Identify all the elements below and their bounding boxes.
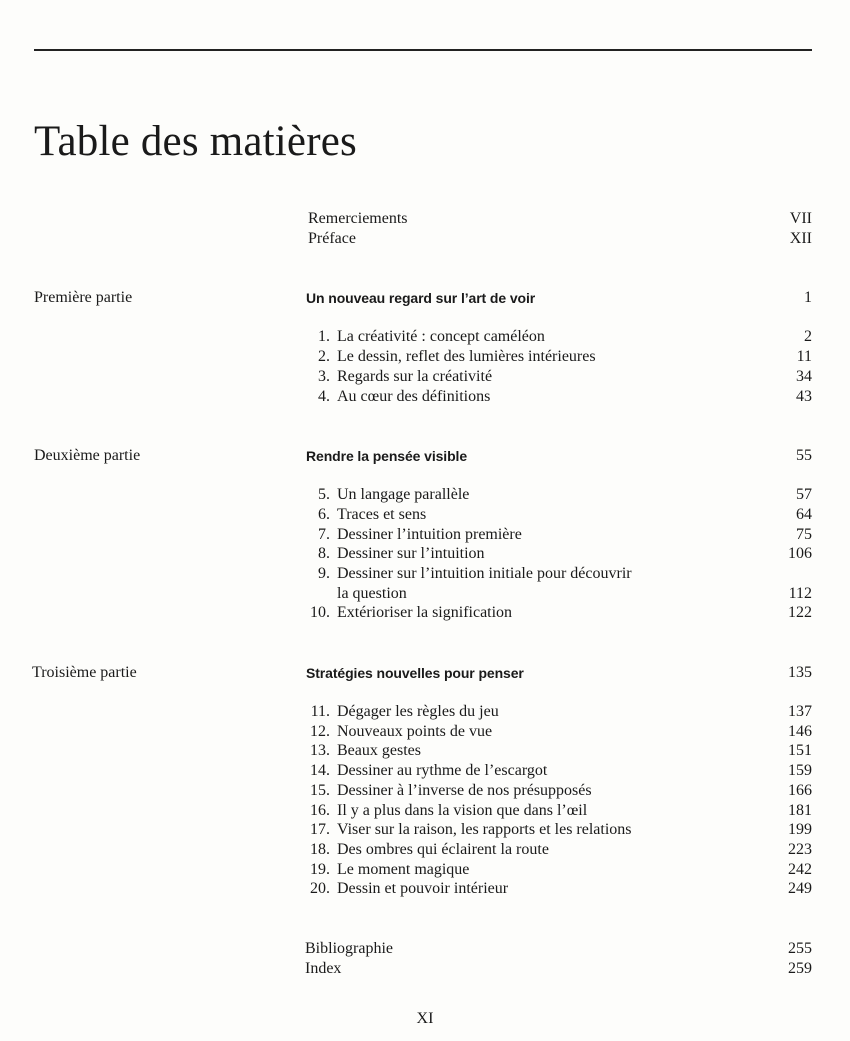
chapter-title: Dessiner sur l’intuition initiale pour découvrir xyxy=(337,565,632,582)
toc-entry xyxy=(0,959,850,979)
chapter-number: 16. xyxy=(310,802,330,819)
chapter-entry xyxy=(0,722,850,742)
chapter-title-continuation: la question xyxy=(337,585,407,602)
chapter-title: Traces et sens xyxy=(337,506,427,523)
page-number: 122 xyxy=(788,604,812,621)
chapter-entry xyxy=(0,741,850,761)
chapter-number: 15. xyxy=(310,782,330,799)
chapter-entry xyxy=(0,347,850,367)
chapter-number: 4. xyxy=(318,388,330,405)
page-number: 255 xyxy=(788,940,812,957)
toc-entry xyxy=(0,939,850,959)
part-title: Rendre la pensée visible xyxy=(306,448,468,464)
part-title: Stratégies nouvelles pour penser xyxy=(306,665,524,681)
part-heading xyxy=(0,663,850,683)
page-number: 75 xyxy=(796,526,812,543)
entry-title: Bibliographie xyxy=(305,940,393,957)
chapter-number: 8. xyxy=(318,545,330,562)
top-rule xyxy=(34,49,812,51)
chapter-entry xyxy=(0,820,850,840)
chapter-title: Le dessin, reflet des lumières intérieures xyxy=(337,348,596,365)
chapter-number: 11. xyxy=(310,703,330,720)
page-number: 112 xyxy=(788,585,812,602)
part-heading xyxy=(0,288,850,308)
chapter-number: 10. xyxy=(310,604,330,621)
page-title: Table des matières xyxy=(34,118,357,165)
chapter-title: Extérioriser la signification xyxy=(337,604,513,621)
page-number: 55 xyxy=(796,447,812,464)
chapter-entry xyxy=(0,761,850,781)
chapter-title: Des ombres qui éclairent la route xyxy=(337,841,549,858)
part-label: Troisième partie xyxy=(32,664,137,681)
chapter-entry xyxy=(0,387,850,407)
part-title: Un nouveau regard sur l’art de voir xyxy=(306,290,536,306)
chapter-title: Le moment magique xyxy=(337,861,470,878)
chapter-number: 6. xyxy=(318,506,330,523)
page-number: 43 xyxy=(796,388,812,405)
chapter-entry xyxy=(0,840,850,860)
part-label: Première partie xyxy=(34,289,133,306)
toc-entry xyxy=(0,229,850,249)
chapter-title: Il y a plus dans la vision que dans l’œil xyxy=(337,802,588,819)
chapter-title: Nouveaux points de vue xyxy=(337,723,493,740)
chapter-entry xyxy=(0,781,850,801)
chapter-title: Regards sur la créativité xyxy=(337,368,493,385)
entry-title: Remerciements xyxy=(308,210,408,227)
chapter-title: Dessin et pouvoir intérieur xyxy=(337,880,509,897)
chapter-number: 20. xyxy=(310,880,330,897)
chapter-number: 2. xyxy=(318,348,330,365)
page-number: XII xyxy=(789,230,812,247)
chapter-number: 1. xyxy=(318,328,330,345)
entry-title: Index xyxy=(305,960,342,977)
page-number: 259 xyxy=(788,960,812,977)
part-heading xyxy=(0,446,850,466)
page-number: 11 xyxy=(796,348,812,365)
chapter-title: Dessiner à l’inverse de nos présupposés xyxy=(337,782,592,799)
chapter-entry xyxy=(0,367,850,387)
page-number: 181 xyxy=(788,802,812,819)
part-label: Deuxième partie xyxy=(34,447,141,464)
chapter-number: 13. xyxy=(310,742,330,759)
chapter-number: 19. xyxy=(310,861,330,878)
page-number: 1 xyxy=(804,289,812,306)
chapter-title: Beaux gestes xyxy=(337,742,421,759)
page-number: VII xyxy=(789,210,812,227)
chapter-title: Dégager les règles du jeu xyxy=(337,703,499,720)
chapter-title: Dessiner au rythme de l’escargot xyxy=(337,762,548,779)
chapter-entry xyxy=(0,485,850,505)
chapter-title: Un langage parallèle xyxy=(337,486,470,503)
chapter-title: Dessiner sur l’intuition xyxy=(337,545,485,562)
page-number: 199 xyxy=(788,821,812,838)
page-number: 151 xyxy=(788,742,812,759)
chapter-title: La créativité : concept caméléon xyxy=(337,328,545,345)
page-number: 249 xyxy=(788,880,812,897)
page-number: 159 xyxy=(788,762,812,779)
chapter-title: Viser sur la raison, les rapports et les relations xyxy=(337,821,632,838)
chapter-title: Au cœur des définitions xyxy=(337,388,491,405)
entry-title: Préface xyxy=(308,230,356,247)
chapter-entry xyxy=(0,525,850,545)
chapter-number: 3. xyxy=(318,368,330,385)
chapter-entry xyxy=(0,327,850,347)
page-number: 137 xyxy=(788,703,812,720)
page-number: 64 xyxy=(796,506,812,523)
chapter-number: 14. xyxy=(310,762,330,779)
page-number: 146 xyxy=(788,723,812,740)
page-number: 57 xyxy=(796,486,812,503)
chapter-number: 18. xyxy=(310,841,330,858)
page-number: 242 xyxy=(788,861,812,878)
page-folio: XI xyxy=(416,1010,434,1027)
page-number: 106 xyxy=(788,545,812,562)
chapter-number: 9. xyxy=(318,565,330,582)
chapter-entry xyxy=(0,603,850,623)
page-number: 34 xyxy=(796,368,812,385)
chapter-entry xyxy=(0,564,850,584)
page-number: 135 xyxy=(788,664,812,681)
chapter-entry-continuation xyxy=(0,584,850,604)
chapter-title: Dessiner l’intuition première xyxy=(337,526,522,543)
chapter-entry xyxy=(0,801,850,821)
page-number: 166 xyxy=(788,782,812,799)
chapter-entry xyxy=(0,702,850,722)
chapter-number: 7. xyxy=(318,526,330,543)
chapter-entry xyxy=(0,860,850,880)
chapter-entry xyxy=(0,879,850,899)
chapter-number: 17. xyxy=(310,821,330,838)
chapter-number: 12. xyxy=(310,723,330,740)
toc-entry xyxy=(0,209,850,229)
page-number: 2 xyxy=(804,328,812,345)
chapter-entry xyxy=(0,544,850,564)
chapter-entry xyxy=(0,505,850,525)
chapter-number: 5. xyxy=(318,486,330,503)
page-number: 223 xyxy=(788,841,812,858)
